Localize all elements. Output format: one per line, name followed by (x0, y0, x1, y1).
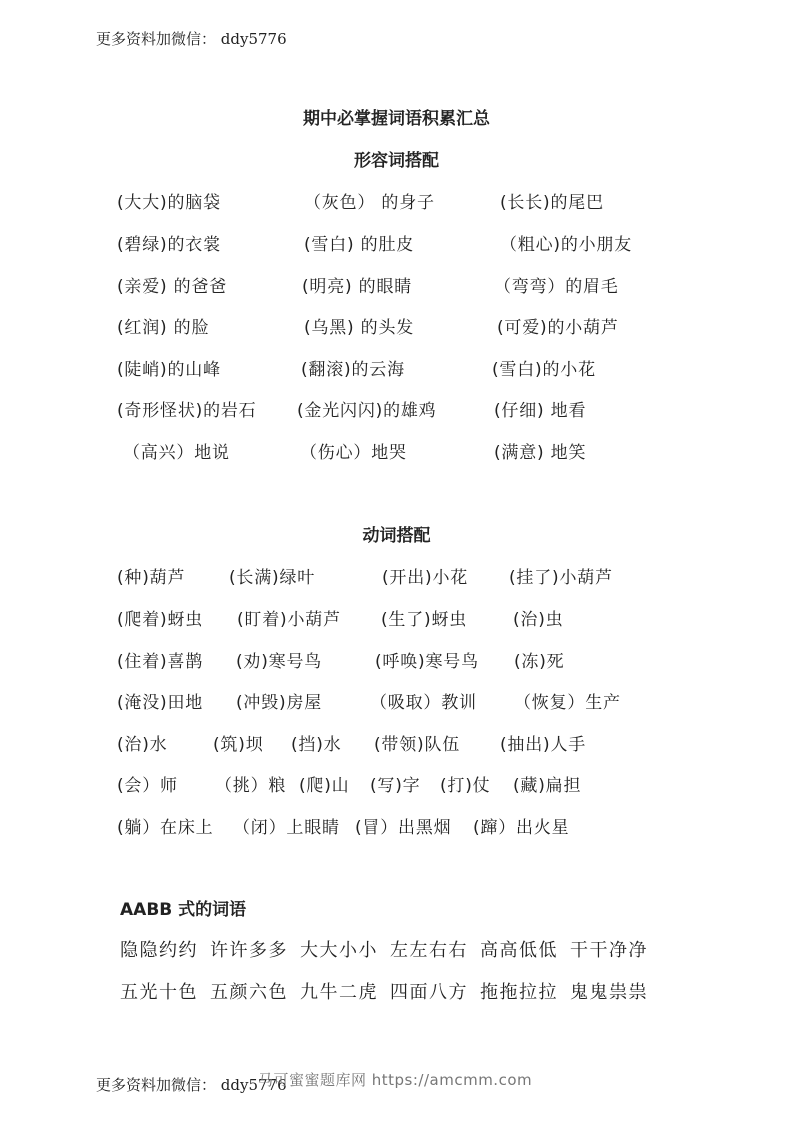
verb-phrase: (开出)小花 (382, 568, 469, 588)
verb-phrase: (躺）在床上 (117, 818, 214, 838)
verb-phrase: (爬着)蚜虫 (117, 610, 204, 630)
verb-phrase: （恢复）生产 (514, 693, 621, 713)
site-watermark: 马可蜜蜜题库网 https://amcmm.com (258, 1071, 533, 1089)
aabb-word: 五颜六色 (210, 982, 288, 1003)
adjective-phrase: (翻滚)的云海 (301, 360, 405, 380)
aabb-word: 高高低低 (480, 940, 558, 961)
verb-phrase: (会）师 (117, 776, 178, 796)
verb-phrase: (蹿）出火星 (473, 818, 570, 838)
verb-phrase: (写)字 (370, 776, 421, 796)
adjective-phrase: (长长)的尾巴 (500, 193, 604, 213)
adjective-phrase: (雪白) 的肚皮 (304, 235, 415, 255)
verb-phrase: (住着)喜鹊 (117, 652, 204, 672)
verb-phrase: (劝)寒号鸟 (236, 652, 323, 672)
adjective-phrase: （高兴）地说 (123, 443, 230, 463)
verb-phrase: (盯着)小葫芦 (237, 610, 341, 630)
verb-phrase: (筑)坝 (213, 735, 264, 755)
adjective-phrase: （弯弯）的眉毛 (494, 277, 619, 297)
verb-phrase: (藏)扁担 (513, 776, 582, 796)
adjective-phrase: (大大)的脑袋 (117, 193, 221, 213)
verb-phrase: （吸取）教训 (370, 693, 477, 713)
verb-phrase: (呼唤)寒号鸟 (375, 652, 479, 672)
aabb-word: 拖拖拉拉 (480, 982, 558, 1003)
document-title: 期中必掌握词语积累汇总 (303, 109, 490, 129)
verb-phrase: (种)葫芦 (117, 568, 186, 588)
adjective-phrase: (雪白)的小花 (492, 360, 596, 380)
aabb-section-heading: AABB 式的词语 (120, 900, 247, 920)
adjective-phrase: (可爱)的小葫芦 (497, 318, 619, 338)
verb-phrase: (冻)死 (514, 652, 565, 672)
aabb-word: 鬼鬼祟祟 (570, 982, 648, 1003)
adjective-phrase: (红润) 的脸 (117, 318, 210, 338)
verb-phrase: (冒）出黑烟 (355, 818, 452, 838)
adjective-phrase: （伤心）地哭 (300, 443, 407, 463)
aabb-word: 隐隐约约 (120, 940, 198, 961)
aabb-word: 四面八方 (390, 982, 468, 1003)
verb-phrase: (挡)水 (291, 735, 342, 755)
adjective-phrase: （灰色） 的身子 (304, 193, 435, 213)
aabb-word: 大大小小 (300, 940, 378, 961)
aabb-word: 九牛二虎 (300, 982, 378, 1003)
verb-phrase: (带领)队伍 (374, 735, 461, 755)
verb-phrase: (挂了)小葫芦 (509, 568, 613, 588)
aabb-word: 左左右右 (390, 940, 468, 961)
verb-phrase: (治)虫 (513, 610, 564, 630)
adjective-phrase: (乌黑) 的头发 (304, 318, 415, 338)
verb-phrase: (长满)绿叶 (229, 568, 316, 588)
verb-phrase: (生了)蚜虫 (381, 610, 468, 630)
footer-contact-note: 更多资料加微信： ddy5776 (96, 1076, 287, 1094)
verb-section-heading: 动词搭配 (362, 526, 431, 546)
aabb-word: 五光十色 (120, 982, 198, 1003)
verb-phrase: （闭）上眼睛 (233, 818, 340, 838)
aabb-row (120, 936, 660, 962)
aabb-word: 干干净净 (570, 940, 648, 961)
verb-phrase: （挑）粮 (215, 776, 287, 796)
adjective-phrase: (金光闪闪)的雄鸡 (297, 401, 437, 421)
adjective-section-heading: 形容词搭配 (354, 151, 439, 171)
header-contact-note: 更多资料加微信： ddy5776 (96, 30, 287, 48)
adjective-phrase: (陡峭)的山峰 (117, 360, 221, 380)
verb-phrase: (治)水 (117, 735, 168, 755)
adjective-phrase: (亲爱) 的爸爸 (117, 277, 228, 297)
verb-phrase: (抽出)人手 (500, 735, 587, 755)
adjective-phrase: (碧绿)的衣裳 (117, 235, 221, 255)
adjective-phrase: (满意) 地笑 (494, 443, 587, 463)
adjective-phrase: （粗心)的小朋友 (500, 235, 633, 255)
verb-phrase: (冲毁)房屋 (236, 693, 323, 713)
adjective-phrase: (奇形怪状)的岩石 (117, 401, 257, 421)
adjective-phrase: (仔细) 地看 (494, 401, 587, 421)
aabb-row (120, 978, 660, 1004)
verb-phrase: (打)仗 (440, 776, 491, 796)
verb-phrase: (淹没)田地 (117, 693, 204, 713)
verb-phrase: (爬)山 (299, 776, 350, 796)
adjective-phrase: (明亮) 的眼睛 (302, 277, 413, 297)
aabb-word: 许许多多 (210, 940, 288, 961)
